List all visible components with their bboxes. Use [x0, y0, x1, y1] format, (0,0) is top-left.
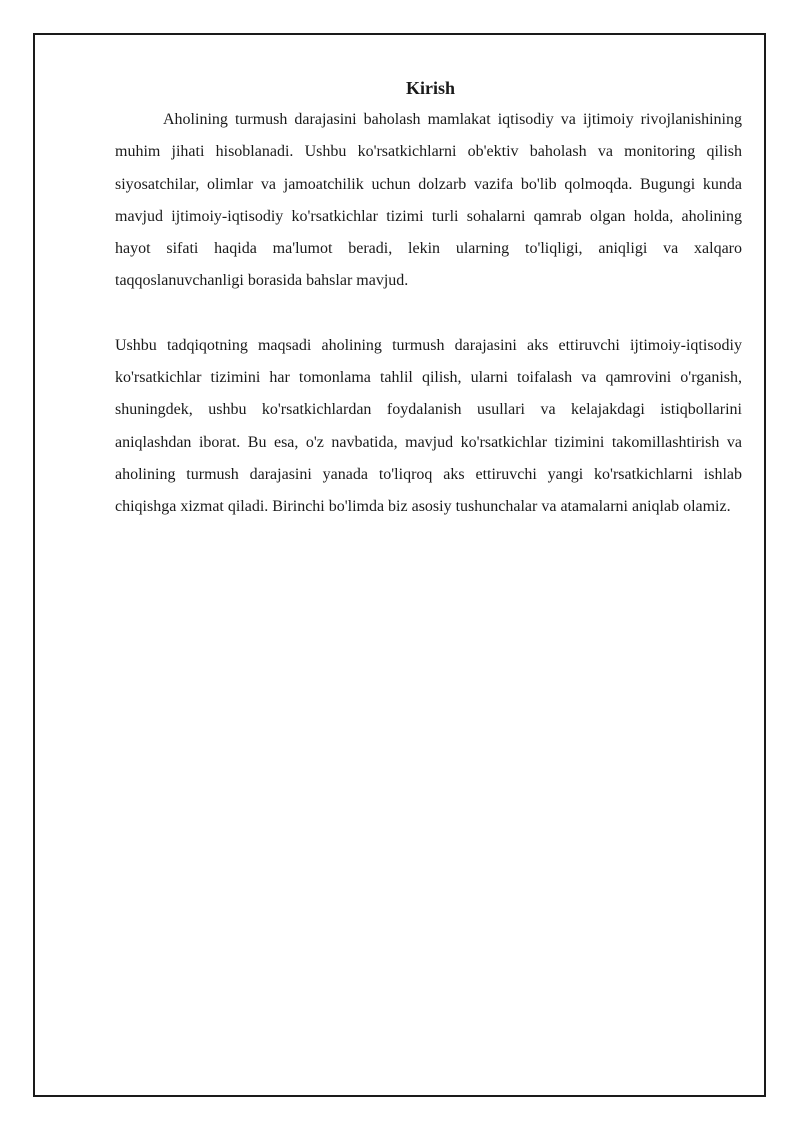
- paragraph-spacer: [115, 298, 742, 330]
- document-body: [115, 72, 742, 524]
- paragraph-intro: Aholining turmush darajasini baholash mamlakat iqtisodiy va ijtimoiy rivojlanishining muhim jihati hisoblanadi. Ushbu ko'rsatkichlarni ob'ektiv baholash va monitoring qilish siyosatchilar, olimlar va jamoatchilik uchun dolzarb vazifa bo'lib qolmoqda. Bugungi kunda mavjud ijtimoiy-iqtisodiy ko'rsatkichlar tizimi turli sohalarni qamrab olgan holda, aholining hayot sifati haqida ma'lumot beradi, lekin ularning to'liqligi, aniqligi va xalqaro taqqoslanuvchanligi borasida bahslar mavjud.: [115, 111, 742, 290]
- paragraph-purpose: Ushbu tadqiqotning maqsadi aholining turmush darajasini aks ettiruvchi ijtimoiy-iqtisodiy ko'rsatkichlar tizimini har tomonlama tahlil qilish, ularni toifalash va qamrovini o'rganish, shuningdek, ushbu ko'rsatkichlardan foydalanish usullari va kelajakdagi istiqbollarini aniqlashdan iborat. Bu esa, o'z navbatida, mavjud ko'rsatkichlar tizimini takomillashtirish va aholining turmush darajasini yanada to'liqroq aks ettiruvchi yangi ko'rsatkichlarni ishlab chiqishga xizmat qiladi. Birinchi bo'limda biz asosiy tushunchalar va atamalarni aniqlab olamiz.: [115, 336, 742, 516]
- document-title: Kirish: [405, 78, 455, 98]
